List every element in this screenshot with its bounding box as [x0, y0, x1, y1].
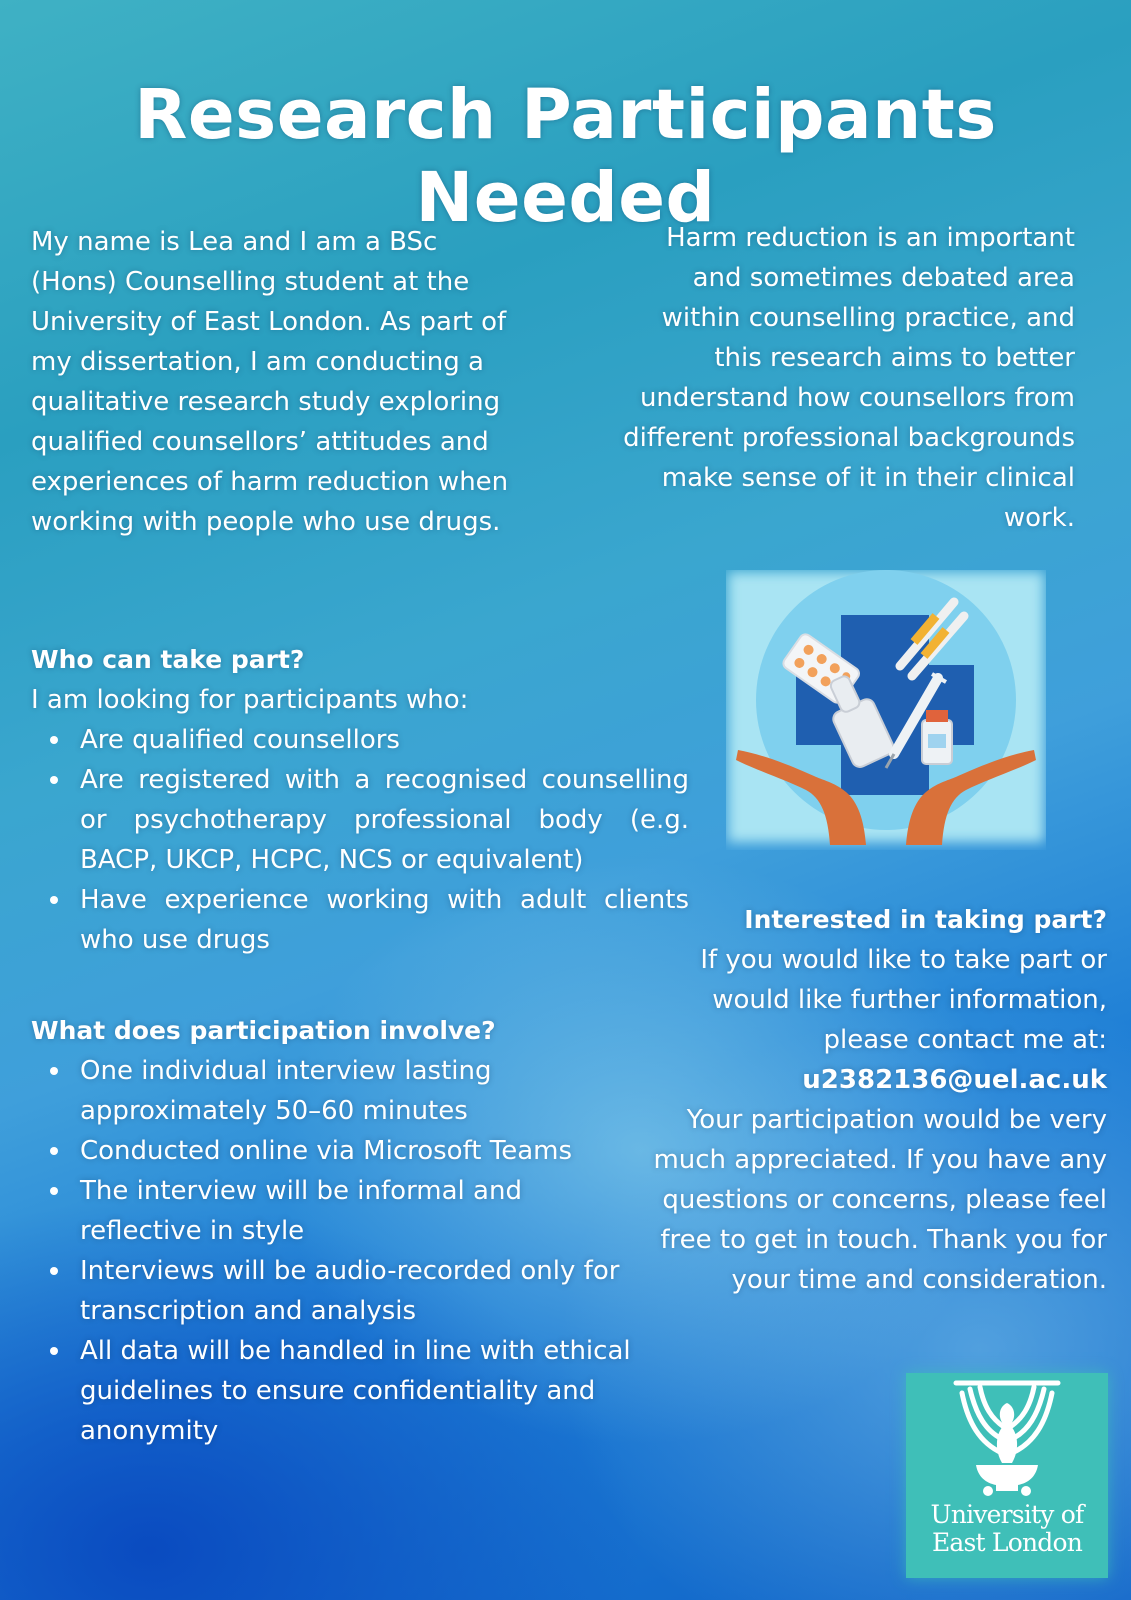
university-logo	[906, 1373, 1108, 1578]
eligibility-lead: I am looking for participants who:	[31, 685, 469, 715]
eligibility-heading: Who can take part?	[31, 645, 305, 674]
contact-heading: Interested in taking part?	[744, 905, 1107, 934]
harm-reduction-illustration	[726, 570, 1046, 850]
list-item: One individual interview lasting approximately 50–60 minutes	[31, 1051, 631, 1131]
list-item: Are qualified counsellors	[31, 720, 689, 760]
logo-line-2: East London	[931, 1528, 1083, 1557]
participation-heading: What does participation involve?	[31, 1016, 496, 1045]
intro-paragraph-left: My name is Lea and I am a BSc (Hons) Counselling student at the University of East London. As part of my dissertation, I am conducting a qualitative research study exploring qualified counsellors’ attitudes and experiences of harm reduction when working with people who use drugs.	[31, 227, 509, 537]
contact-email-link[interactable]: u2382136@uel.ac.uk	[802, 1065, 1107, 1095]
contact-text: If you would like to take part or would like further information, please contact me at:	[700, 945, 1107, 1055]
list-item: Are registered with a recognised counselling or psychotherapy professional body (e.g. BACP, UKCP, HCPC, NCS or equivalent)	[31, 760, 689, 880]
logo-wordmark	[906, 1501, 1108, 1557]
participation-section	[31, 1011, 631, 1451]
list-item: Interviews will be audio-recorded only for transcription and analysis	[31, 1251, 631, 1331]
eligibility-section	[31, 640, 689, 960]
list-item: Have experience working with adult clients who use drugs	[31, 880, 689, 960]
list-item: All data will be handled in line with ethical guidelines to ensure confidentiality and anonymity	[31, 1331, 631, 1451]
list-item: Conducted online via Microsoft Teams	[31, 1131, 631, 1171]
list-item: The interview will be informal and reflective in style	[31, 1171, 631, 1251]
eligibility-list	[31, 720, 689, 960]
participation-list	[31, 1051, 631, 1451]
phoenix-crest-icon	[906, 1373, 1108, 1501]
medicine-vial-icon	[922, 710, 952, 764]
intro-paragraph-right: Harm reduction is an important and sometimes debated area within counselling practice, and this research aims to better understand how counsellors from different professional backgrounds make sense of it in their clinical work.	[623, 223, 1075, 533]
logo-line-1: University of	[930, 1500, 1084, 1529]
contact-section	[640, 900, 1107, 1300]
poster-title: Research Participants Needed	[134, 75, 997, 238]
contact-closing: Your participation would be very much appreciated. If you have any questions or concerns, please feel free to get in touch. Thank you for your time and consideration.	[653, 1105, 1107, 1295]
